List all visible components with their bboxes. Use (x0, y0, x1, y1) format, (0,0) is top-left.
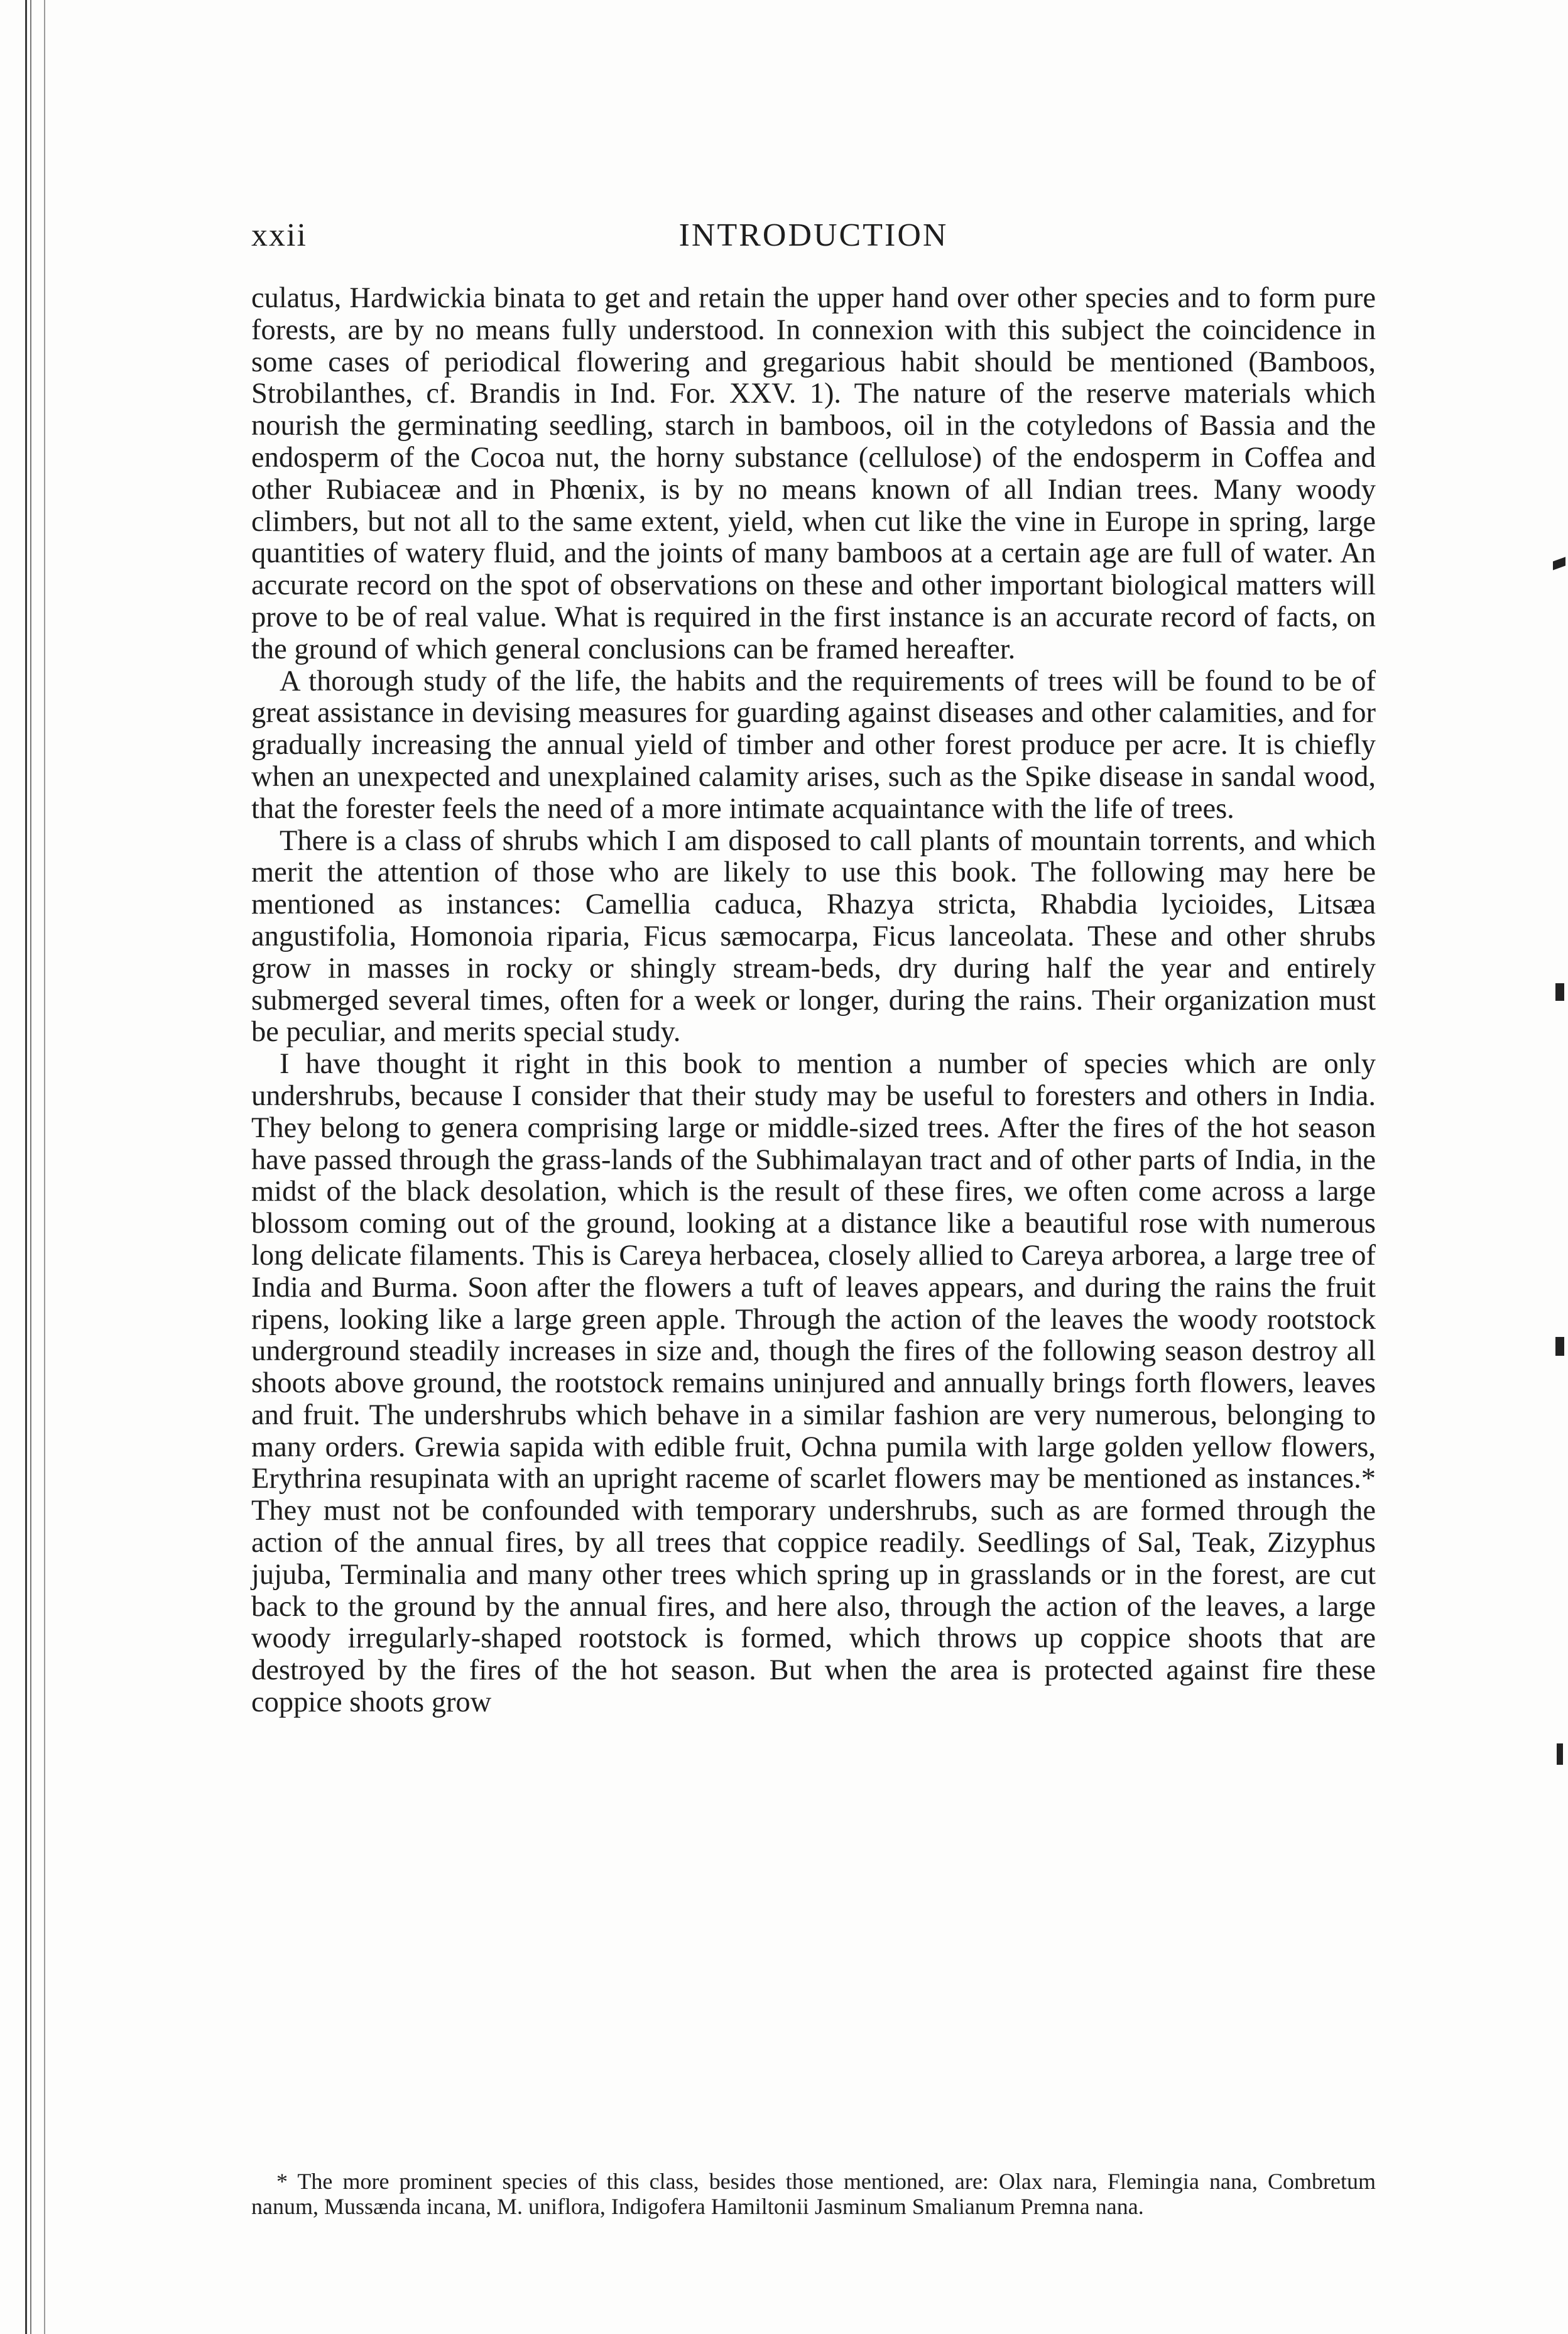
paragraph-2: A thorough study of the life, the habits and the requirements of trees will be found to be of great assistance in devising measures for guarding against diseases and other calamities, and for gradually increasing the annual yield of timber and other forest produce per acre. It is chiefly when an unexpected and unexplained calamity arises, such as the Spike disease in sandal wood, that the forester feels the need of a more intimate acquaintance with the life of trees. (251, 665, 1376, 825)
page-number: xxii (251, 217, 307, 253)
paragraph-3: There is a class of shrubs which I am disposed to call plants of mountain torrents, and which merit the attention of those who are likely to use this book. The following may here be mentioned as instances: Camellia caduca, Rhazya stricta, Rhabdia lycioides, Litsæa angustifolia, Homonoia riparia, Ficus sæmocarpa, Ficus lanceolata. These and other shrubs grow in masses in rocky or shingly stream-beds, dry during half the year and entirely submerged several times, often for a week or longer, during the rains. Their organization must be peculiar, and merits special study. (251, 824, 1376, 1049)
page-header (251, 217, 1376, 261)
running-head: INTRODUCTION (678, 217, 949, 253)
binding-edge (25, 0, 31, 2334)
binding-edge-line (44, 0, 45, 2334)
margin-mark (1555, 983, 1564, 1001)
paragraph-1: culatus, Hardwickia binata to get and retain the upper hand over other species and to form pure forests, are by no means fully understood. In connexion with this subject the coincidence in some cases of periodical flowering and gregarious habit should be mentioned (Bamboos, Strobilanthes, cf. Brandis in Ind. For. XXV. 1). The nature of the reserve materials which nourish the germinating seedling, starch in bamboos, oil in the cotyledons of Bassia and the endosperm of the Cocoa nut, the horny substance (cellulose) of the endosperm in Coffea and other Rubiaceæ and in Phœnix, is by no means known of all Indian trees. Many woody climbers, but not all to the same extent, yield, when cut like the vine in Europe in spring, large quantities of watery fluid, and the joints of many bamboos at a certain age are full of water. An accurate record on the spot of observations on these and other important biological matters will prove to be of real value. What is required in the first instance is an accurate record of facts, on the ground of which general conclusions can be framed hereafter. (251, 282, 1376, 665)
footnote: * The more prominent species of this class, besides those mentioned, are: Olax nara, Flemingia nana, Combretum nanum, Mussænda incana, M. uniflora, Indigofera Hamiltonii Jasminum Smalianum Premna nana. (251, 2169, 1376, 2219)
margin-mark (1553, 557, 1565, 570)
paragraph-4: I have thought it right in this book to mention a number of species which are only undershrubs, because I consider that their study may be useful to foresters and others in India. They belong to genera comprising large or middle-sized trees. After the fires of the hot season have passed through the grass-lands of the Subhimalayan tract and of other parts of India, in the midst of the black desolation, which is the result of these fires, we often come across a large blossom coming out of the ground, looking at a distance like a beautiful rose with numerous long delicate filaments. This is Careya herbacea, closely allied to Careya arborea, a large tree of India and Burma. Soon after the flowers a tuft of leaves appears, and during the rains the fruit ripens, looking like a large green apple. Through the action of the leaves the woody rootstock underground steadily increases in size and, though the fires of the following season destroy all shoots above ground, the rootstock remains uninjured and annually brings forth flowers, leaves and fruit. The undershrubs which behave in a similar fashion are very numerous, belonging to many orders. Grewia sapida with edible fruit, Ochna pumila with large golden yellow flowers, Erythrina resupinata with an upright raceme of scarlet flowers may be mentioned as instances.* They must not be confounded with temporary undershrubs, such as are formed through the action of the annual fires, by all trees that coppice readily. Seedlings of Sal, Teak, Zizyphus jujuba, Terminalia and many other trees which spring up in grasslands or in the forest, are cut back to the ground by the annual fires, and here also, through the action of the leaves, a large woody irregularly-shaped rootstock is formed, which throws up coppice shoots that are destroyed by the fires of the hot season. But when the area is protected against fire these coppice shoots grow (251, 1048, 1376, 1719)
body-text (251, 283, 1376, 1719)
margin-mark (1557, 1743, 1563, 1765)
margin-mark (1555, 1337, 1564, 1356)
